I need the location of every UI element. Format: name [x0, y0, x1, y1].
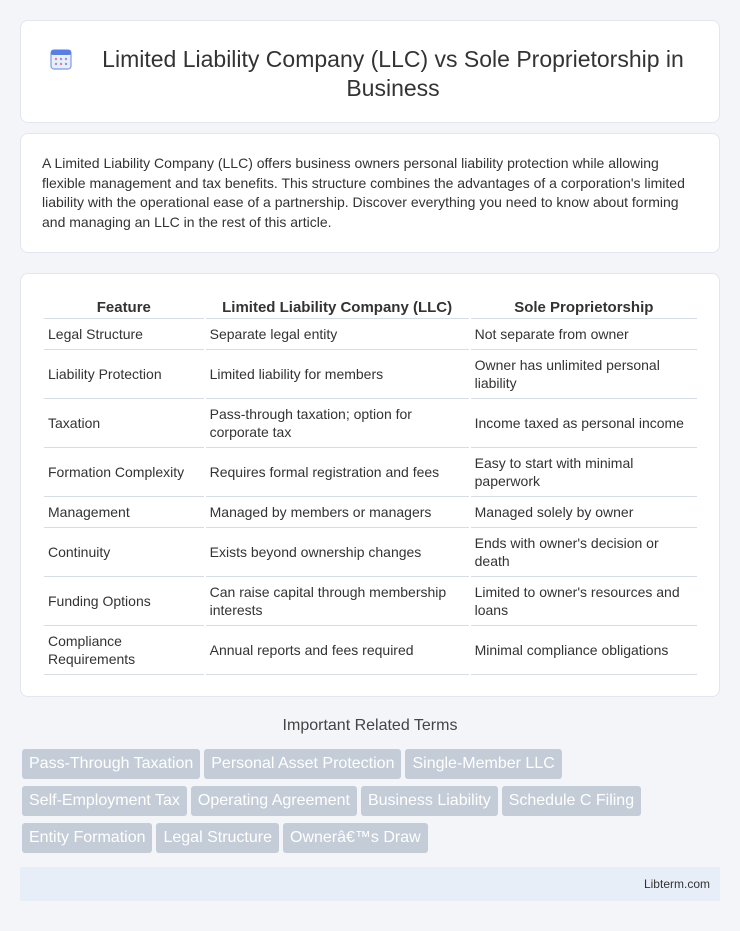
tag-legal-structure[interactable]: Legal Structure: [156, 823, 279, 853]
feature-cell: Funding Options: [44, 577, 204, 626]
sole-cell: Not separate from owner: [471, 319, 697, 350]
tag-self-employment-tax[interactable]: Self-Employment Tax: [22, 786, 187, 816]
llc-cell: Requires formal registration and fees: [206, 448, 469, 497]
feature-cell: Compliance Requirements: [44, 626, 204, 675]
feature-cell: Liability Protection: [44, 350, 204, 399]
tag-operating-agreement[interactable]: Operating Agreement: [191, 786, 357, 816]
intro-card: [20, 133, 720, 253]
llc-cell: Separate legal entity: [206, 319, 469, 350]
intro-text: A Limited Liability Company (LLC) offers business owners personal liability protection while allowing flexible management and tax benefits. This structure combines the advantages of a corporation's limited liability with the operational ease of a partnership. Discover everything you need to know about forming and managing an LLC in the rest of this article.: [42, 155, 685, 230]
feature-cell: Taxation: [44, 399, 204, 448]
sole-cell: Owner has unlimited personal liability: [471, 350, 697, 399]
sole-cell: Minimal compliance obligations: [471, 626, 697, 675]
tag-entity-formation[interactable]: Entity Formation: [22, 823, 152, 853]
llc-cell: Managed by members or managers: [206, 497, 469, 528]
feature-cell: Legal Structure: [44, 319, 204, 350]
sole-cell: Managed solely by owner: [471, 497, 697, 528]
llc-cell: Exists beyond ownership changes: [206, 528, 469, 577]
header-llc: Limited Liability Company (LLC): [206, 294, 469, 319]
page-title: Limited Liability Company (LLC) vs Sole Proprietorship in Business: [102, 46, 684, 101]
header-feature: Feature: [44, 294, 204, 319]
feature-cell: Continuity: [44, 528, 204, 577]
related-terms-title: Important Related Terms: [282, 717, 458, 734]
tag-row: [22, 823, 722, 860]
table-row: [44, 497, 697, 528]
footer-site-link[interactable]: Libterm.com: [643, 877, 710, 891]
header-card: [20, 20, 720, 123]
table-row: [44, 448, 697, 497]
tag-personal-asset-protection[interactable]: Personal Asset Protection: [204, 749, 401, 779]
tag-schedule-c-filing[interactable]: Schedule C Filing: [502, 786, 641, 816]
sole-cell: Ends with owner's decision or death: [471, 528, 697, 577]
tag-single-member-llc[interactable]: Single-Member LLC: [405, 749, 561, 779]
llc-cell: Annual reports and fees required: [206, 626, 469, 675]
comparison-table: [42, 294, 699, 675]
table-row: [44, 528, 697, 577]
sole-cell: Easy to start with minimal paperwork: [471, 448, 697, 497]
related-terms-tags: [22, 749, 722, 860]
tag-owners-draw[interactable]: Ownerâ€™s Draw: [283, 823, 428, 853]
table-row: [44, 319, 697, 350]
feature-cell: Management: [44, 497, 204, 528]
footer: [20, 867, 720, 901]
table-row: [44, 399, 697, 448]
tag-row: [22, 786, 722, 823]
llc-cell: Can raise capital through membership interests: [206, 577, 469, 626]
header-sole-proprietorship: Sole Proprietorship: [471, 294, 697, 319]
sole-cell: Limited to owner's resources and loans: [471, 577, 697, 626]
tag-business-liability[interactable]: Business Liability: [361, 786, 498, 816]
tag-row: [22, 749, 722, 786]
comparison-table-card: [20, 273, 720, 697]
llc-cell: Pass-through taxation; option for corporate tax: [206, 399, 469, 448]
feature-cell: Formation Complexity: [44, 448, 204, 497]
tag-pass-through-taxation[interactable]: Pass-Through Taxation: [22, 749, 200, 779]
table-row: [44, 626, 697, 675]
table-row: [44, 577, 697, 626]
table-row: [44, 350, 697, 399]
llc-cell: Limited liability for members: [206, 350, 469, 399]
sole-cell: Income taxed as personal income: [471, 399, 697, 448]
table-header-row: [44, 294, 697, 319]
